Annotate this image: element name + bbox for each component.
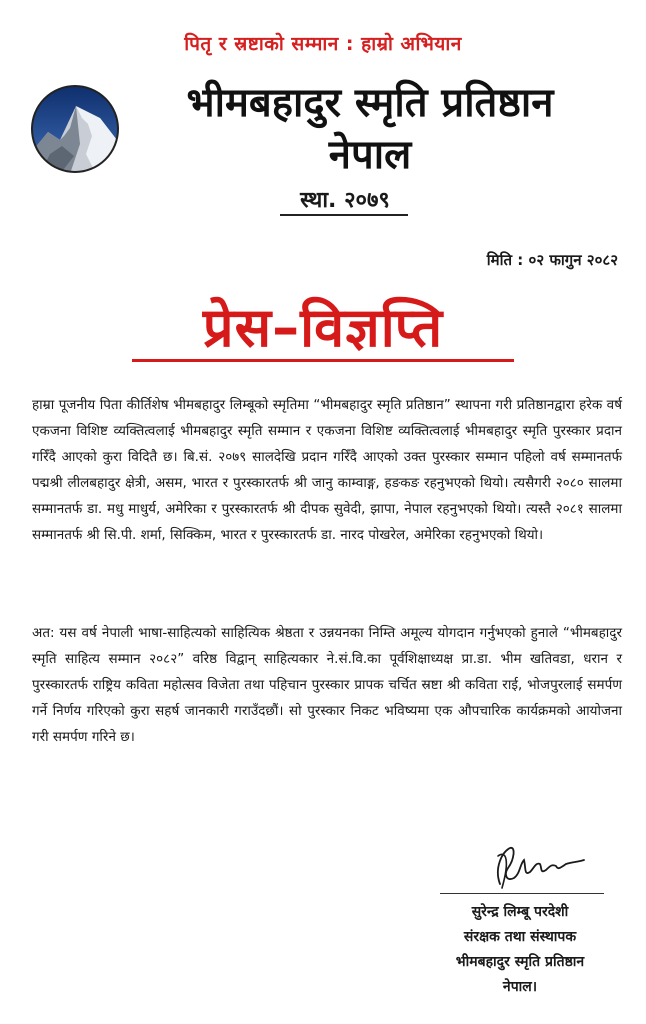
body-paragraph-2: अत: यस वर्ष नेपाली भाषा-साहित्यको साहित्यिक श्रेष्ठता र उन्नयनका निम्ति अमूल्य योगदान गर्नुभएको हुनाले “भीमबहादुर स्मृति साहित्य सम्मान २०८२” वरिष्ठ विद्वान् साहित्यकार ने.सं.वि.का पूर्वशिक्षाध्यक्ष प्रा.डा. भीम खतिवडा, धरान र पुरस्कारतर्फ राष्ट्रिय कविता महोत्सव विजेता तथा पहिचान पुरस्कार प्रापक चर्चित स्रष्टा श्री कविता राई, भोजपुरलाई समर्पण गर्ने निर्णय गरिएको कुरा सहर्ष जानकारी गराउँदछौं। सो पुरस्कार निकट भविष्यमा एक औपचारिक कार्यक्रमको आयोजना गरी समर्पण गरिने छ। [32,625,622,745]
signatory-role: संरक्षक तथा संस्थापक [463,929,577,945]
signatory-block [400,900,640,1000]
organization-name: भीमबहादुर स्मृति प्रतिष्ठान [186,80,554,126]
established-underline [280,214,408,216]
date-line: मिति : ०२ फागुन २०८२ [486,251,618,269]
signatory-organization: भीमबहादुर स्मृति प्रतिष्ठान [455,954,585,970]
signatory-name: सुरेन्द्र लिम्बू परदेशी [471,904,569,920]
established-year: स्था. २०७९ [300,188,390,213]
title-underline [132,359,514,362]
body-paragraph-1: हाम्रा पूजनीय पिता कीर्तिशेष भीमबहादुर लिम्बूको स्मृतिमा “भीमबहादुर स्मृति प्रतिष्ठान” स्थापना गरी प्रतिष्ठानद्वारा हरेक वर्ष एकजना विशिष्ट व्यक्तित्वलाई भीमबहादुर स्मृति सम्मान र एकजना विशिष्ट व्यक्तित्वलाई भीमबहादुर स्मृति पुरस्कार प्रदान गरिँदै आएको कुरा विदितै छ। बि.सं. २०७९ सालदेखि प्रदान गरिँदै आएको उक्त पुरस्कार सम्मान पहिलो वर्ष सम्मानतर्फ पद्मश्री लीलबहादुर क्षेत्री, असम, भारत र पुरस्कारतर्फ श्री जानु काम्वाङ्ग, हङकङ रहनुभएको थियो। त्यसैगरी २०८० सालमा सम्मानतर्फ डा. मधु माधुर्य, अमेरिका र पुरस्कारतर्फ श्री दीपक सुवेदी, झापा, नेपाल रहनुभएको थियो। त्यस्तै २०८१ सालमा सम्मानतर्फ श्री सि.पी. शर्मा, सिक्किम, भारत र पुरस्कारतर्फ डा. नारद पोखरेल, अमेरिका रहनुभएको थियो। [32,397,622,543]
mountain-logo [30,84,120,174]
slogan: पितृ र स्रष्टाको सम्मान : हाम्रो अभियान [184,33,462,55]
organization-country: नेपाल [328,132,412,178]
signature-mark [480,838,590,894]
signatory-country: नेपाल। [502,979,538,995]
signature-line [440,893,604,894]
press-release-title: प्रेस–विज्ञप्ति [202,296,444,359]
